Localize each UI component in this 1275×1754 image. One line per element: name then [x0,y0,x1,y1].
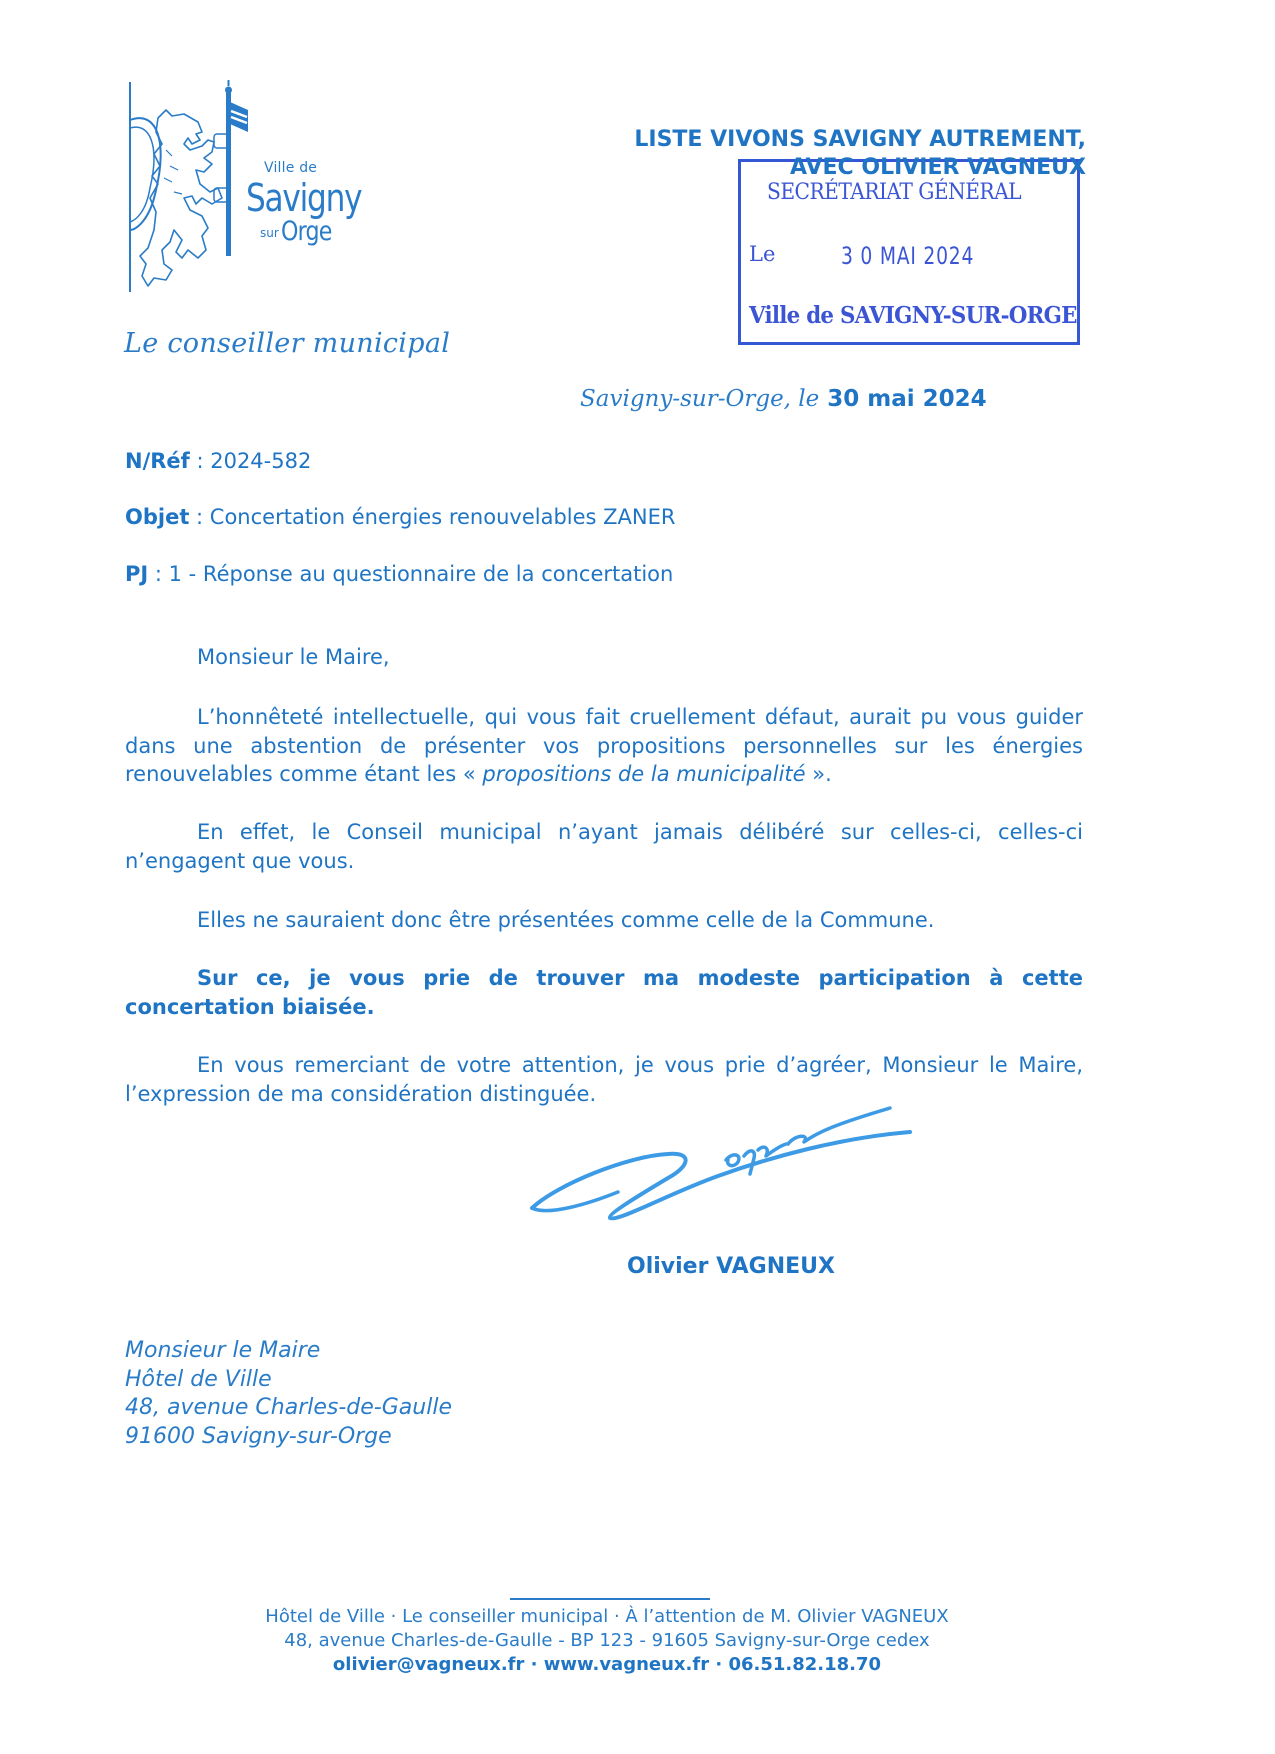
logo-savigny: Savigny [246,176,362,220]
footer-contact [0,1653,1214,1677]
reference-value: : 2024-582 [189,449,312,473]
recipient-address [125,1337,452,1451]
recipient-line: 48, avenue Charles-de-Gaulle [125,1395,452,1420]
stamp-header: SECRÉTARIAT GÉNÉRAL [767,180,1022,205]
list-title-line2: AVEC OLIVIER VAGNEUX [789,155,1086,180]
reference-line [125,449,311,473]
object-value: : Concertation énergies renouvelables ZANER [189,505,676,529]
letter-date: 30 mai 2024 [827,386,987,412]
paragraph-3 [125,906,1083,935]
object-line [125,505,675,529]
paragraph-2-text: En effet, le Conseil municipal n’ayant jamais délibéré sur celles-ci, celles-ci n’engagent que vous. [125,820,1083,873]
footer-phone: 06.51.82.18.70 [728,1654,882,1675]
footer-email-link[interactable]: olivier@vagneux.fr [332,1654,525,1675]
logo-orge: Orge [281,216,332,247]
salutation: Monsieur le Maire, [197,645,390,669]
recipient-line: 91600 Savigny-sur-Orge [125,1423,392,1449]
list-title-line1: LISTE VIVONS SAVIGNY AUTREMENT, [634,127,1086,152]
handwritten-signature-icon [518,1104,918,1222]
footer-divider [510,1598,710,1600]
banner-flag-icon [230,102,250,136]
role-title: Le conseiller municipal [124,328,451,359]
signer-name: Olivier VAGNEUX [627,1254,835,1279]
logo-sur: sur [260,226,279,240]
footer [0,1605,1214,1677]
stamp-date: 3 0 MAI 2024 [841,242,975,270]
lion-rampant-with-banner-icon [126,80,236,296]
paragraph-5 [125,1051,1083,1108]
paragraph-2 [125,818,1083,875]
paragraph-3-text: Elles ne sauraient donc être présentées comme celle de la Commune. [197,908,935,932]
footer-separator: · [524,1654,544,1675]
received-stamp [738,159,1080,345]
paragraph-1-quote: propositions de la municipalité [482,762,806,786]
attachment-label: PJ [125,562,149,586]
place: Savigny-sur-Orge, le [580,386,820,412]
paragraph-5-text: En vous remerciant de votre attention, je vous prie d’agréer, Monsieur le Maire, l’expression de ma considération distinguée. [125,1053,1083,1106]
footer-website-link[interactable]: www.vagneux.fr [543,1654,710,1675]
footer-line-2: 48, avenue Charles-de-Gaulle - BP 123 - 91605 Savigny-sur-Orge cedex [284,1630,930,1651]
attachment-line [125,562,673,586]
footer-separator: · [709,1654,729,1675]
paragraph-1 [125,703,1083,789]
paragraph-1-end: ». [805,762,832,786]
paragraph-4-text: Sur ce, je vous prie de trouver ma modeste participation à cette concertation biaisée. [125,966,1083,1019]
reference-label: N/Réf [125,449,190,473]
salutation-block [125,643,1083,672]
footer-line-1: Hôtel de Ville · Le conseiller municipal · À l’attention de M. Olivier VAGNEUX [265,1606,949,1627]
place-and-date [580,386,987,412]
object-label: Objet [125,505,190,529]
recipient-line: Hôtel de Ville [125,1366,272,1392]
city-logo [126,80,366,296]
list-title [578,126,1086,182]
recipient-line: Monsieur le Maire [125,1338,321,1363]
paragraph-1-text: L’honnêteté intellectuelle, qui vous fait cruellement défaut, aurait pu vous guider dans une abstention de présenter vos propositions personnelles sur les énergies renouvelables comme étant les « [125,705,1083,786]
logo-ville-de: Ville de [264,160,318,176]
paragraph-4 [125,964,1083,1021]
stamp-le-label: Le [749,242,776,266]
stamp-footer: Ville de SAVIGNY-SUR-ORGE [749,302,1077,329]
attachment-value: : 1 - Réponse au questionnaire de la concertation [148,562,674,586]
